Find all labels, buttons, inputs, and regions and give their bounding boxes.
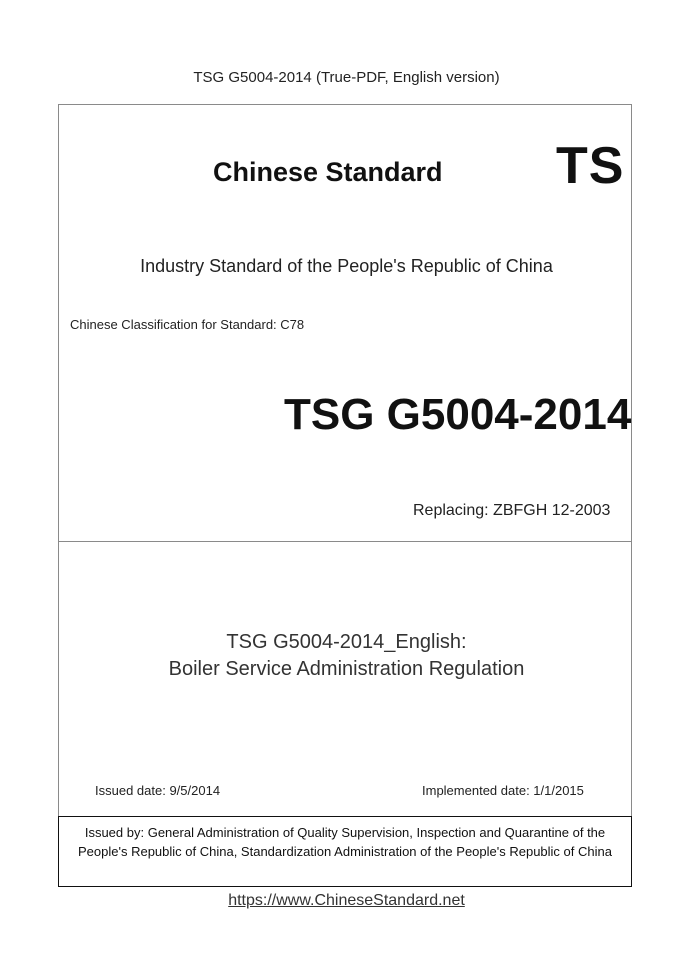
page-header: TSG G5004-2014 (True-PDF, English version)	[193, 69, 500, 86]
website-footer	[0, 892, 693, 910]
classification-line: Chinese Classification for Standard: C78	[70, 317, 305, 332]
industry-standard-line: Industry Standard of the People's Republic of China	[140, 256, 553, 276]
issued-date: Issued date: 9/5/2014	[95, 783, 221, 798]
standard-code: TSG G5004-2014	[284, 390, 632, 439]
ts-logo: TS	[556, 137, 625, 195]
document-title-line-2: Boiler Service Administration Regulation	[168, 658, 525, 680]
document-title	[0, 629, 693, 683]
document-title-line-1: TSG G5004-2014_English:	[226, 631, 467, 653]
website-link[interactable]: https://www.ChineseStandard.net	[228, 892, 465, 909]
issued-by-text: Issued by: General Administration of Quality Supervision, Inspection and Quarantine of the People's Republic of China, Standardization Administration of the People's Republic of China	[78, 825, 612, 859]
implemented-date: Implemented date: 1/1/2015	[422, 783, 584, 798]
issued-by-box	[58, 816, 632, 887]
standard-title: Chinese Standard	[213, 157, 443, 187]
replacing-line: Replacing: ZBFGH 12-2003	[413, 502, 611, 519]
